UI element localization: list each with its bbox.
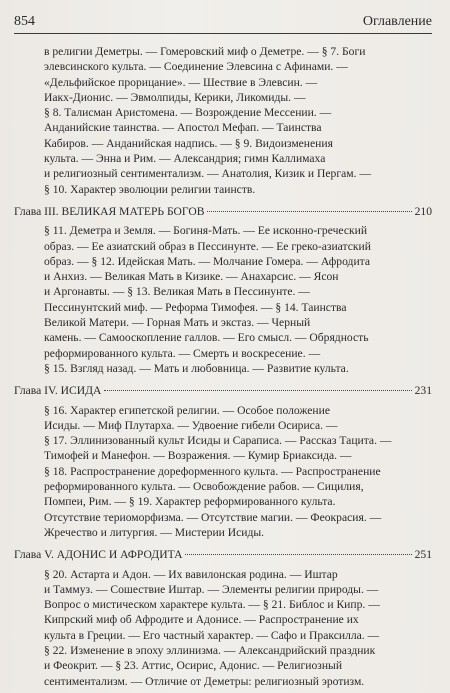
toc-line: Иакх-Дионис. — Эвмолпиды, Керики, Ликомиды. — <box>44 90 306 104</box>
toc-line: и Феокрит. — § 23. Аттис, Осирис, Адонис. — Религиозный <box>44 659 343 673</box>
intro-block <box>14 44 432 197</box>
toc-line: реформированного культа. — Освобождение рабов. — Сицилия, <box>44 480 364 494</box>
chapter-page-number: 231 <box>414 384 432 398</box>
chapter-page-number: 210 <box>414 204 432 218</box>
toc-line: Великой Матери. — Горная Мать и экстаз. — Черный <box>44 316 311 330</box>
dot-leader <box>185 554 411 555</box>
toc-line: и Анхиз. — Великая Мать в Кизике. — Анахарсис. — Ясон <box>44 270 339 284</box>
toc-line: § 11. Деметра и Земля. — Богиня-Мать. — Ее исконно-греческий <box>44 224 368 238</box>
page-number: 854 <box>14 14 35 29</box>
chapter-4-contents <box>14 403 432 541</box>
chapter-title: Глава V. АДОНИС И АФРОДИТА <box>14 548 183 562</box>
table-of-contents <box>14 44 432 689</box>
toc-line: и Аргонавты. — § 13. Великая Мать в Пессинунте. — <box>44 285 310 299</box>
chapter-page-number: 251 <box>414 548 432 562</box>
toc-line: образ. — § 12. Идейская Мать. — Молчание Гомера. — Афродита <box>44 254 371 268</box>
toc-line: Анданийские таинства. — Апостол Мефап. — Таинства <box>44 121 322 135</box>
toc-line: и религиозный сентиментализм. — Анатолия, Кизик и Пергам. — <box>44 167 371 181</box>
toc-line: § 10. Характер эволюции религии таинств. <box>44 182 256 196</box>
dot-leader <box>104 390 411 391</box>
section-title: Оглавление <box>362 14 432 29</box>
toc-line: Кипрский миф об Афродите и Адонисе. — Распространение их <box>44 613 359 627</box>
toc-line: культа в Греции. — Его частный характер. — Сафо и Праксилла. — <box>44 628 380 642</box>
toc-line: Жречество и литургия. — Мистерии Исиды. <box>44 525 265 539</box>
toc-line: § 15. Взгляд назад. — Мать и любовница. — Развитие культа. <box>44 361 349 375</box>
toc-line: элевсинского культа. — Соединение Элевсина с Афинами. — <box>44 60 348 74</box>
running-header <box>14 6 432 34</box>
toc-line: Исиды. — Миф Плутарха. — Удвоение гибели Осириса. — <box>44 418 338 432</box>
toc-line: Тимофей и Манефон. — Возражения. — Кумир Бриаксида. — <box>44 449 352 463</box>
toc-line: Отсутствие териоморфизма. — Отсутствие магии. — Феокрасия. — <box>44 510 382 524</box>
toc-line: § 20. Астарта и Адон. — Их вавилонская родина. — Иштар <box>44 567 338 581</box>
chapter-heading-5 <box>14 547 432 562</box>
toc-line: § 16. Характер египетской религии. — Особое положение <box>44 403 330 417</box>
dot-leader <box>207 211 411 212</box>
toc-line: «Дельфийское прорицание». — Шествие в Элевсин. — <box>44 75 318 89</box>
toc-line: образ. — Ее азиатский образ в Пессинунте. — Ее греко-азиатский <box>44 239 371 253</box>
toc-line: § 18. Распространение дореформенного культа. — Распространение <box>44 464 381 478</box>
toc-line: Помпеи, Рим. — § 19. Характер реформированного культа. <box>44 495 336 509</box>
toc-line: культа. — Энна и Рим. — Александрия; гимн Каллимаха <box>44 152 326 166</box>
chapter-3-contents <box>14 223 432 376</box>
toc-line: Вопрос о мистическом характере культа. — § 21. Библос и Кипр. — <box>44 598 380 612</box>
toc-line: Кабиров. — Анданийская надпись. — § 9. Видоизменения <box>44 136 333 150</box>
chapter-5-contents <box>14 567 432 689</box>
toc-line: и Таммуз. — Сошествие Иштар. — Элементы религии природы. — <box>44 582 379 596</box>
toc-line: § 8. Талисман Аристомена. — Возрождение Мессении. — <box>44 106 332 120</box>
chapter-heading-3 <box>14 204 432 219</box>
toc-line: § 17. Эллинизованный культ Исиды и Сараписа. — Рассказ Тацита. — <box>44 434 392 448</box>
toc-line: сентиментализм. — Отличие от Деметры: религиозный эротизм. <box>44 674 365 688</box>
toc-line: реформированного культа. — Смерть и воскресение. — <box>44 346 321 360</box>
toc-line: Пессинунтский миф. — Реформа Тимофея. — § 14. Таинства <box>44 300 347 314</box>
toc-line: в религии Деметры. — Гомеровский миф о Деметре. — § 7. Боги <box>44 45 366 58</box>
chapter-title: Глава III. ВЕЛИКАЯ МАТЕРЬ БОГОВ <box>14 204 205 218</box>
toc-line: камень. — Самооскопление галлов. — Его смысл. — Обрядность <box>44 331 369 345</box>
toc-line: § 22. Изменение в эпоху эллинизма. — Александрийский праздник <box>44 643 376 657</box>
chapter-title: Глава IV. ИСИДА <box>14 384 102 398</box>
chapter-heading-4 <box>14 383 432 398</box>
